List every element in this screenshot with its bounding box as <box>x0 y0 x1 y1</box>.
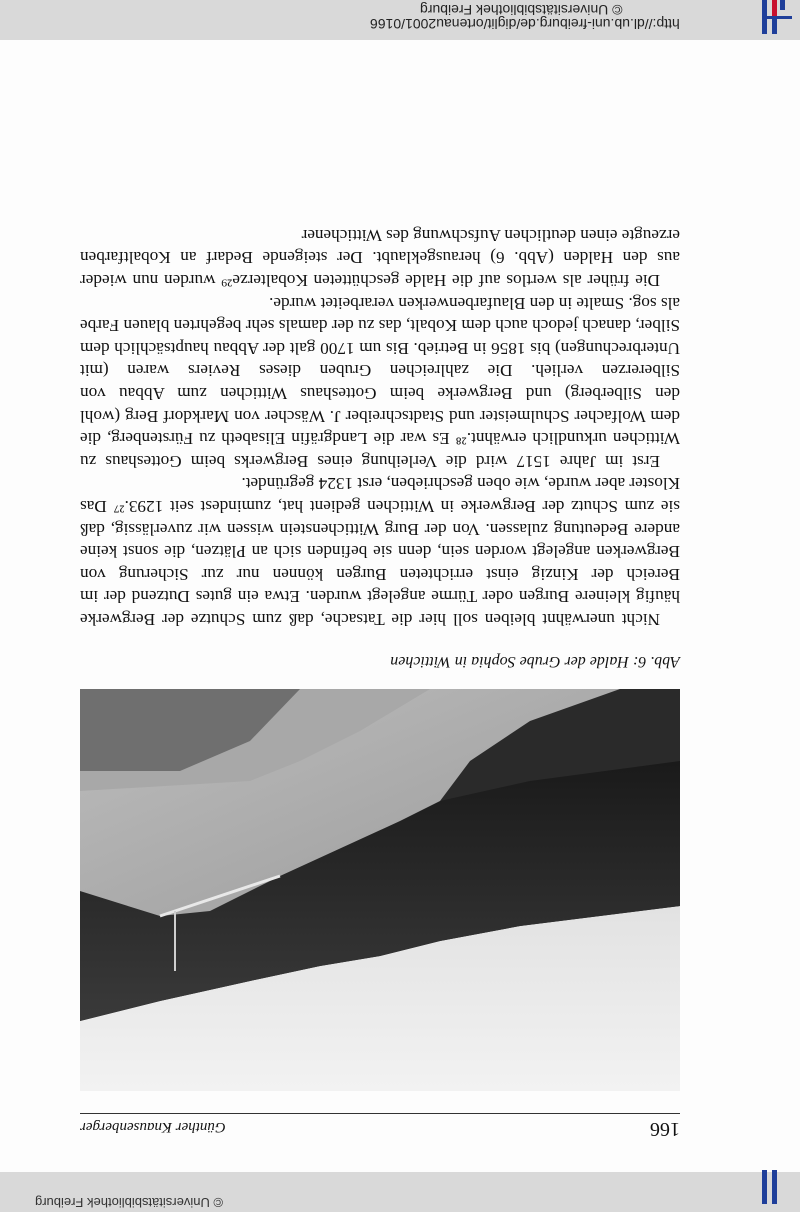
body-text <box>80 223 680 630</box>
page-number: 166 <box>650 1118 680 1140</box>
running-head-author: Günther Knausenberger <box>80 1119 226 1135</box>
source-url[interactable]: http://dl.ub.uni-freiburg.de/diglit/ortenau2001/0166 <box>370 16 680 32</box>
photo-caption: Abb. 6: Halde der Grube Sophia in Wittichen <box>390 653 680 670</box>
copyright-notice-bottom: © Universitätsbibliothek Freiburg <box>35 1195 224 1210</box>
paragraph: Die früher als wertlos auf die Halde geschütteten Kobalterze²⁹ wurden nun wieder aus den Halden (Abb. 6) herausgeklaubt. Der steigende Bedarf an Kobaltfarben erzeugte einen deutlichen Aufschwung des Wittichener <box>80 225 680 291</box>
page-content-rotated <box>0 40 800 1200</box>
scanned-page <box>0 40 800 1200</box>
university-logo-icon <box>752 1170 796 1204</box>
copyright-notice: © Universitätsbibliothek Freiburg <box>420 2 623 18</box>
paragraph: Erst im Jahre 1517 wird die Verleihung eines Bergwerks beim Gotteshaus zu Wittichen urkundlich erwähnt.²⁸ Es war die Landgräfin Elisabeth zu Fürstenberg, die dem Wolfacher Schulmeister und Stadtschreiber J. Wäscher von Markdorf Berg (wohl den Silberberg) und Bergwerke beim Gotteshaus Wittichen zum Abbau von Silbererzen verlieh. Die zahlreichen Gruben dieses Reviers waren (mit Unterbrechungen) bis 1856 in Betrieb. Bis um 1700 galt der Abbau hauptsächlich dem Silber, danach jedoch auch dem Kobalt, das zu der damals sehr begehrten blauen Farbe als sog. Smalte in den Blaufarbenwerken verarbeitet wurde. <box>80 293 680 471</box>
paragraph: Nicht unerwähnt bleiben soll hier die Tatsache, daß zum Schutze der Bergwerke häufig kleinere Burgen oder Türme angelegt wurden. Etwa ein gutes Dutzend der im Bereich der Kinzig einst errichteten Burgen können nur zur Sicherung von Bergwerken angelegt worden sein, denn sie befinden sich an Plätzen, die sonst keine andere Bedeutung zulassen. Von der Burg Wittichenstein wissen wir zuverlässig, daß sie zum Schutz der Bergwerke in Wittichen gedient hat, zumindest seit 1293.²⁷ Das Kloster aber wurde, wie oben geschrieben, erst 1324 gegründet. <box>80 474 680 629</box>
viewer-footer <box>0 1172 800 1212</box>
viewer-header <box>0 0 800 40</box>
page-body <box>80 223 680 1140</box>
mine-heap-photo <box>80 689 680 1091</box>
university-logo-icon <box>752 0 796 34</box>
running-head <box>80 1113 680 1140</box>
